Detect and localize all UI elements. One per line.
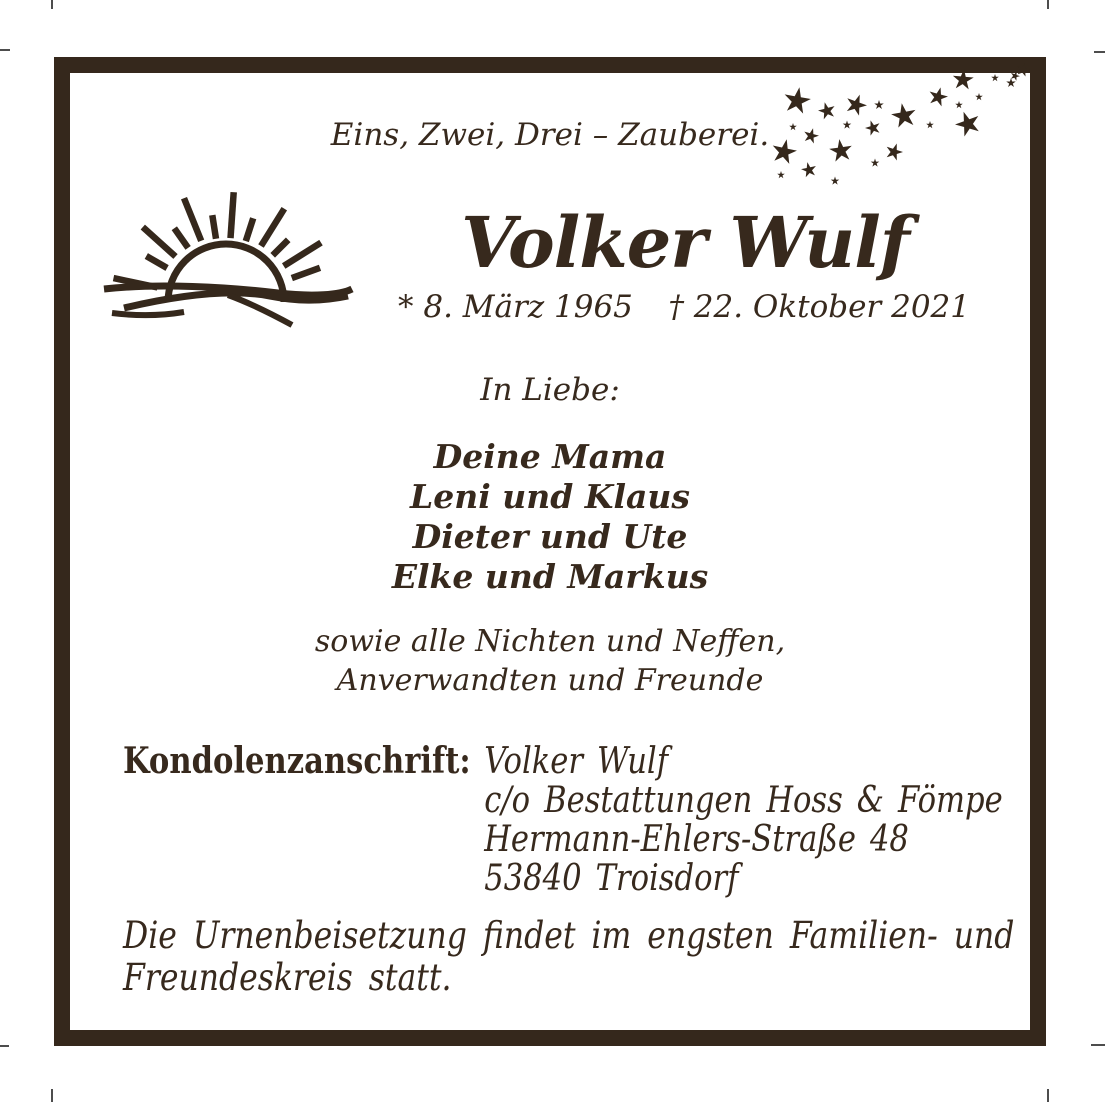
life-dates [380,283,990,325]
death-date: † 22. Oktober 2021 [668,289,970,325]
birth-date: * 8. März 1965 [398,289,633,325]
name-block [380,203,990,325]
mourner-name: Leni und Klaus [410,477,690,516]
mourners-list [70,437,1030,597]
mourner-name: Dieter und Ute [412,517,688,556]
condolence-label: Kondolenzanschrift: [123,740,471,782]
address-line: Volker Wulf [484,741,669,782]
crop-mark [1047,0,1049,9]
closing-line: Freundeskreis statt. [123,956,452,999]
salutation-text: In Liebe: [480,372,620,408]
closing-line: Die Urnenbeisetzung findet im engsten Familien- und [123,914,1015,957]
relatives-line: Anverwandten und Freunde [336,663,764,698]
crop-mark [0,49,10,51]
mourner-name: Elke und Markus [391,557,709,596]
sunset-horizon-icon [98,190,358,340]
condolence-section [123,742,1003,898]
crop-mark [1047,1089,1049,1102]
address-line: 53840 Troisdorf [484,858,739,899]
crop-mark [0,1045,9,1047]
mourner-name: Deine Mama [433,437,667,476]
address-line: c/o Bestattungen Hoss & Fömpe [484,780,1003,821]
crop-mark [51,1089,53,1102]
deceased-name: Volker Wulf [461,201,909,284]
address-line: Hermann-Ehlers-Straße 48 [484,819,909,860]
condolence-address [484,742,1002,898]
stars-decoration-icon [693,56,1038,201]
motto-text: Eins, Zwei, Drei – Zauberei. [330,117,770,153]
crop-mark [1094,51,1105,53]
relatives-line: sowie alle Nichten und Neffen, [314,624,786,659]
crop-mark [51,0,53,9]
closing-note [123,915,1041,999]
crop-mark [1091,1044,1105,1046]
relatives-text [70,622,1030,700]
